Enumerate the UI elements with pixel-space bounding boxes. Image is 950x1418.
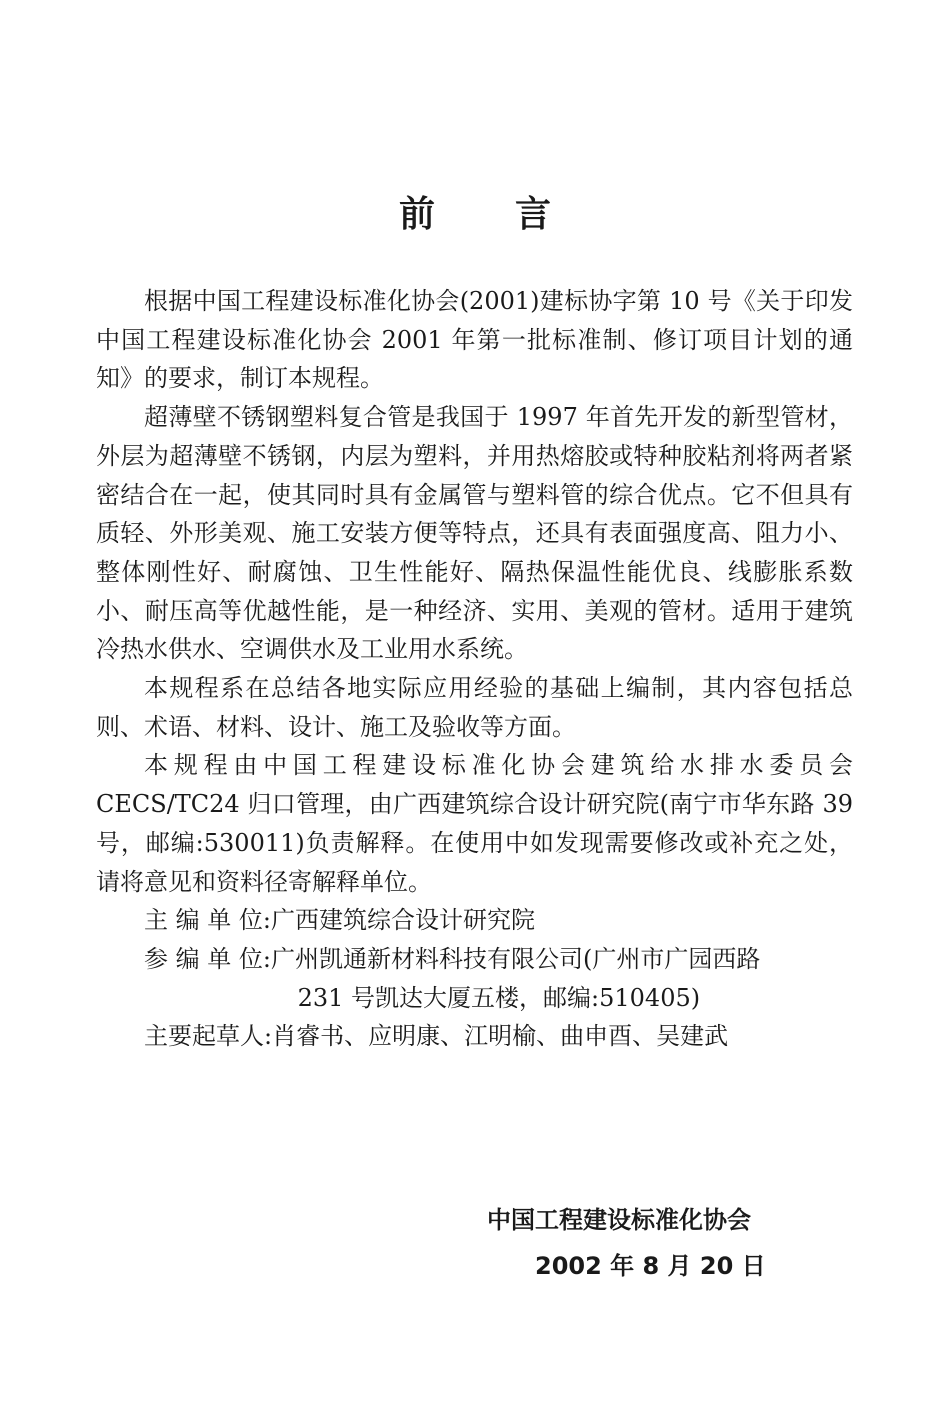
page-title: 前言: [398, 194, 631, 235]
paragraph-product-description: 超薄壁不锈钢塑料复合管是我国于 1997 年首先开发的新型管材，外层为超薄壁不锈钢，内层为塑料，并用热熔胶或特种胶粘剂将两者紧密结合在一起，使其同时具有金属管与塑料管的综合优点。它不但具有质轻、外形美观、施工安装方便等特点，还具有表面强度高、阻力小、整体刚性好、耐腐蚀、卫生性能好、隔热保温性能优良、线膨胀系数小、耐压高等优越性能，是一种经济、实用、美观的管材。适用于建筑冷热水供水、空调供水及工业用水系统。: [96, 403, 853, 664]
body-text: [96, 282, 853, 1056]
co-editor-unit-address: 231 号凯达大厦五楼，邮编:510405): [297, 983, 701, 1012]
co-editor-unit: 参 编 单 位:广州凯通新材料科技有限公司(广州市广园西路: [144, 944, 761, 973]
paragraph-content-scope: 本规程系在总结各地实际应用经验的基础上编制，其内容包括总则、术语、材料、设计、施工及验收等方面。: [96, 674, 853, 741]
paragraph-management: 本规程由中国工程建设标准化协会建筑给水排水委员会 CECS/TC24 归口管理，由广西建筑综合设计研究院(南宁市华东路 39 号，邮编:530011)负责解释。在使用中如发现需要修改或补充之处，请将意见和资料径寄解释单位。: [96, 751, 853, 896]
signature-organization: 中国工程建设标准化协会: [487, 1206, 751, 1234]
main-drafters: 主要起草人:肖睿书、应明康、江明榆、曲申酉、吴建武: [144, 1022, 729, 1051]
signature-date: 2002 年 8 月 20 日: [535, 1252, 766, 1280]
chief-editor-unit: 主 编 单 位:广西建筑综合设计研究院: [144, 906, 535, 935]
paragraph-basis: 根据中国工程建设标准化协会(2001)建标协字第 10 号《关于印发中国工程建设标准化协会 2001 年第一批标准制、修订项目计划的通知》的要求，制订本规程。: [96, 287, 853, 393]
